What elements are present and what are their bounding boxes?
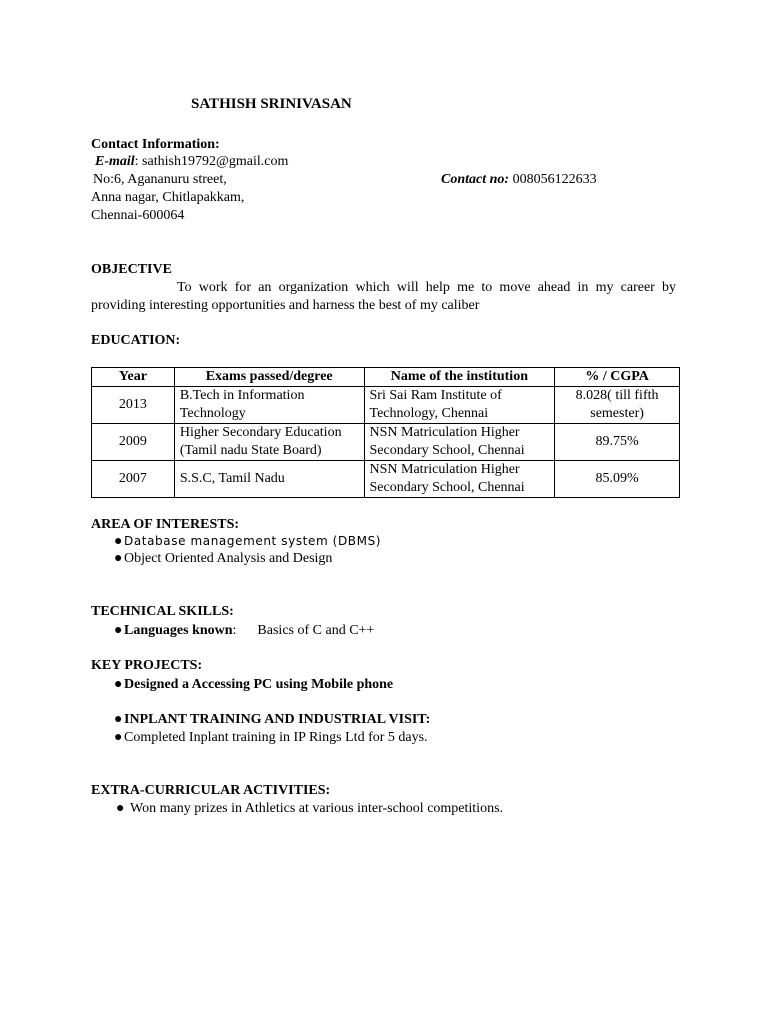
phone-label: Contact no: <box>441 172 510 187</box>
table-row <box>92 387 680 424</box>
inplant-heading: INPLANT TRAINING AND INDUSTRIAL VISIT: <box>124 712 431 727</box>
skills-label: Languages known <box>124 623 233 638</box>
institution-cell: NSN Matriculation Higher Secondary School, Chennai <box>364 461 555 498</box>
bullet-icon: ● <box>114 712 123 727</box>
email-line <box>95 153 288 171</box>
objective-heading: OBJECTIVE <box>91 262 172 277</box>
interests-heading: AREA OF INTERESTS: <box>91 517 240 532</box>
contact-heading: Contact Information: <box>91 137 220 152</box>
objective-text: To work for an organization which will help me to move ahead in my career by providing interesting opportunities and harness the best of my caliber <box>91 280 676 313</box>
bullet-icon: ● <box>114 534 123 549</box>
inplant-item: Completed Inplant training in IP Rings Ltd for 5 days. <box>124 730 428 745</box>
column-header: Year <box>92 368 175 387</box>
column-header: Exams passed/degree <box>174 368 364 387</box>
score-cell: 8.028( till fifth semester) <box>555 387 680 424</box>
institution-cell: NSN Matriculation Higher Secondary School, Chennai <box>364 424 555 461</box>
list-item <box>114 729 428 747</box>
degree-cell: Higher Secondary Education (Tamil nadu State Board) <box>174 424 364 461</box>
list-item <box>114 676 393 694</box>
year-cell: 2009 <box>92 424 175 461</box>
list-item <box>114 711 430 729</box>
list-item <box>116 800 503 818</box>
score-cell: 89.75% <box>555 424 680 461</box>
interest-item: Database management system (DBMS) <box>124 534 382 548</box>
bullet-icon: ● <box>114 730 123 745</box>
phone-value: 008056122633 <box>509 172 597 187</box>
score-cell: 85.09% <box>555 461 680 498</box>
skills-value: : Basics of C and C++ <box>232 623 375 638</box>
project-item: Designed a Accessing PC using Mobile phone <box>124 677 394 692</box>
email-label: E-mail <box>95 154 135 169</box>
table-header-row <box>92 368 680 387</box>
list-item <box>114 622 374 640</box>
year-cell: 2013 <box>92 387 175 424</box>
bullet-icon: ● <box>116 801 125 816</box>
column-header: % / CGPA <box>555 368 680 387</box>
table-row <box>92 424 680 461</box>
degree-cell: S.S.C, Tamil Nadu <box>174 461 364 498</box>
column-header: Name of the institution <box>364 368 555 387</box>
extra-heading: EXTRA-CURRICULAR ACTIVITIES: <box>91 783 331 798</box>
institution-cell: Sri Sai Ram Institute of Technology, Chennai <box>364 387 555 424</box>
email-value: : sathish19792@gmail.com <box>134 154 289 169</box>
education-table <box>91 367 680 498</box>
phone-line <box>441 171 597 189</box>
list-item <box>114 532 381 551</box>
candidate-name: SATHISH SRINIVASAN <box>191 96 352 112</box>
degree-cell: B.Tech in Information Technology <box>174 387 364 424</box>
bullet-icon: ● <box>114 677 123 692</box>
bullet-icon: ● <box>114 551 123 566</box>
education-heading: EDUCATION: <box>91 333 181 348</box>
list-item <box>114 550 332 568</box>
address-line-3: Chennai-600064 <box>91 208 185 223</box>
address-line-2: Anna nagar, Chitlapakkam, <box>91 190 245 205</box>
bullet-icon: ● <box>114 623 123 638</box>
projects-heading: KEY PROJECTS: <box>91 658 203 673</box>
interest-item: Object Oriented Analysis and Design <box>124 551 333 566</box>
address-line-1: No:6, Agananuru street, <box>93 172 227 187</box>
year-cell: 2007 <box>92 461 175 498</box>
table-row <box>92 461 680 498</box>
extra-item: Won many prizes in Athletics at various inter-school competitions. <box>130 801 504 816</box>
skills-heading: TECHNICAL SKILLS: <box>91 604 234 619</box>
